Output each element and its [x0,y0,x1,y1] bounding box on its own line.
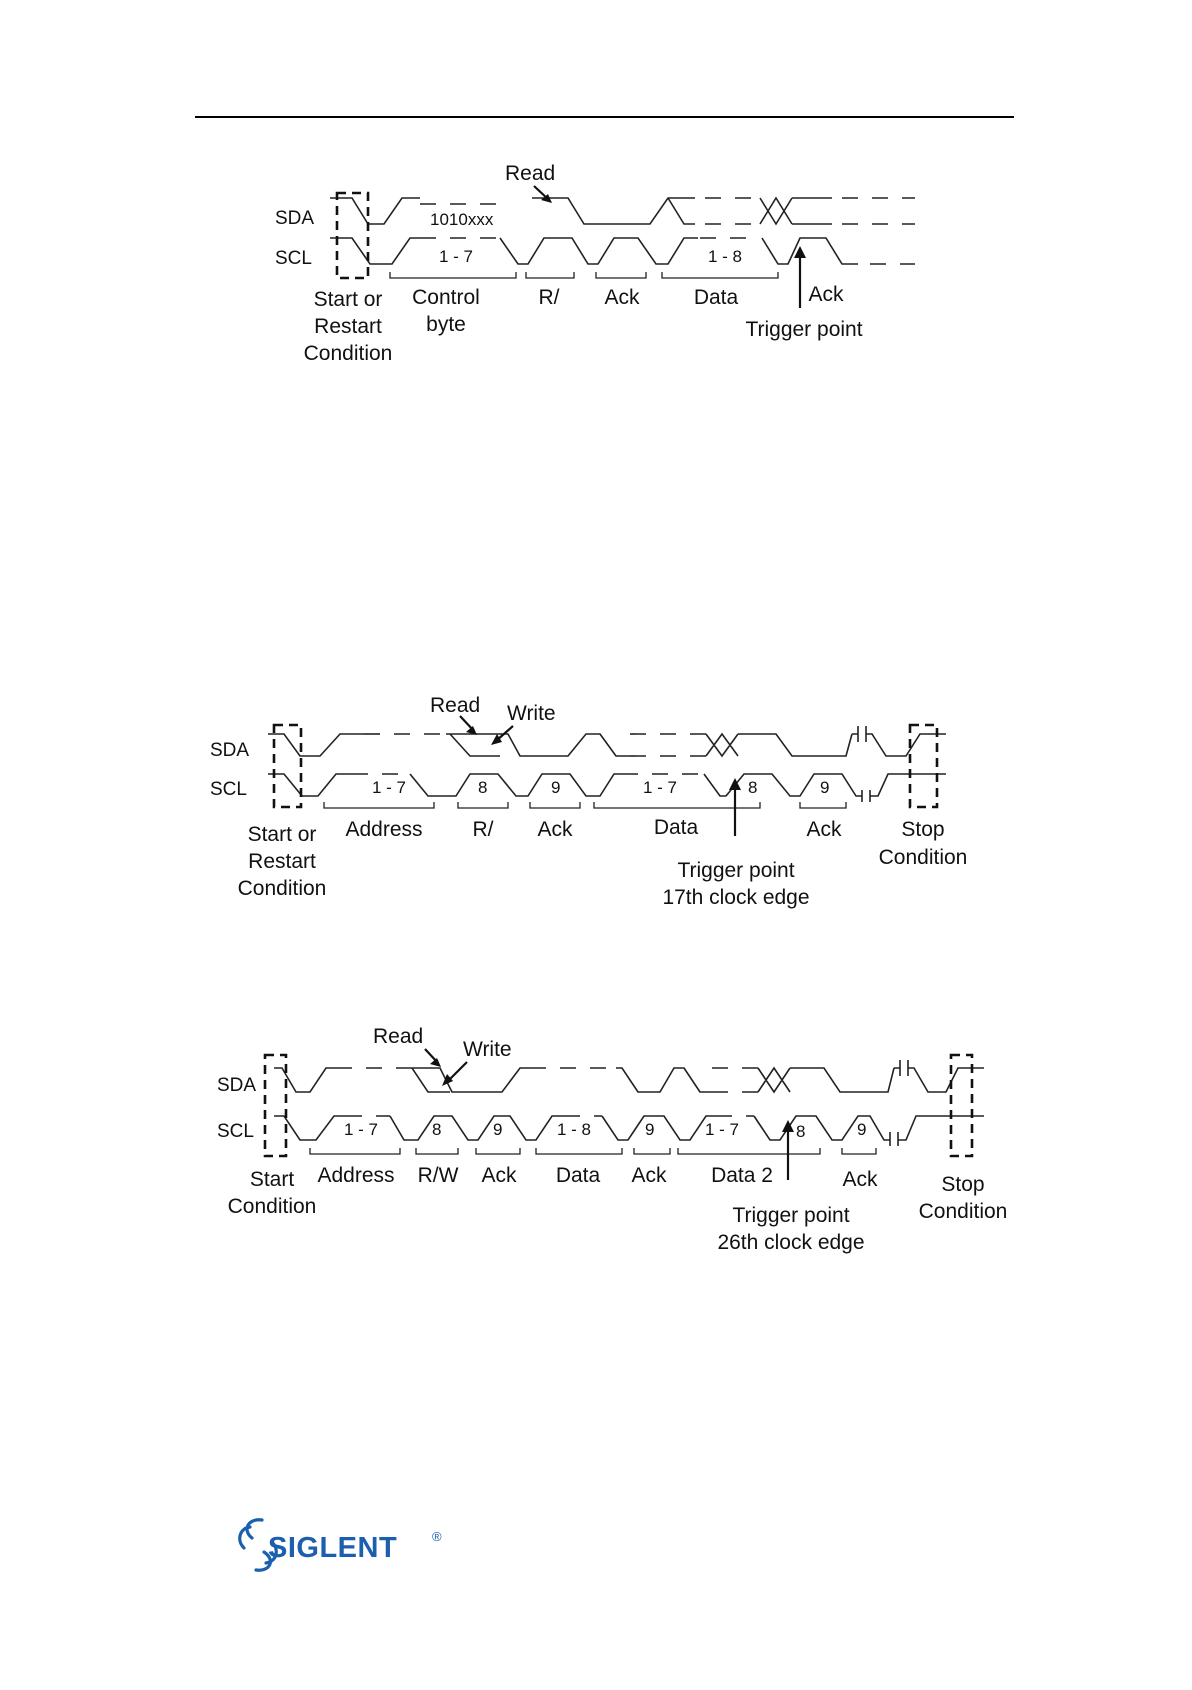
ack-bracket [530,802,580,808]
start-condition-box [274,725,301,807]
scl-label: SCL [275,248,312,269]
data-bracket [662,272,778,278]
ack-label: Ack [481,1164,517,1187]
bit-label: 8 [796,1122,806,1141]
control-byte-label: Control [412,286,480,309]
ack-bracket [842,1148,876,1154]
rw-bracket [526,272,574,278]
ack-bracket [800,802,846,808]
scl-waveform [268,774,946,802]
stop-condition-label: Condition [878,846,968,869]
ack-label: Ack [604,286,640,309]
bit-range-label: 1 - 7 [439,247,474,266]
sda-gap-marks [894,1060,984,1092]
ack-bracket [476,1148,520,1154]
address-bracket [310,1148,400,1154]
diagram-address-data-stop [210,694,967,909]
diagram-control-byte-read [275,162,915,365]
ack-label: Ack [808,283,844,306]
ack-label: Ack [842,1168,878,1191]
control-byte-label: byte [426,313,466,336]
control-byte-bracket [390,272,516,278]
data-label: Data [555,1164,601,1187]
scl-label: SCL [217,1121,254,1142]
rw-label: R/W [417,1164,459,1187]
address-label: Address [317,1164,395,1187]
scl-label: SCL [210,779,247,800]
bit-label: 9 [493,1120,503,1139]
data-bracket [536,1148,622,1154]
data-label: Data [693,286,739,309]
trigger-point-label: Trigger point [745,318,863,341]
trigger-point-label: Trigger point [732,1204,850,1227]
logo-text: SIGLENT [268,1532,398,1564]
rw-bracket [416,1148,458,1154]
bit-range-label: 1 - 7 [372,778,407,797]
data-2-label: Data 2 [711,1164,773,1187]
stop-condition-label: Stop [901,818,945,841]
bit-label: 8 [748,778,758,797]
start-condition-label: Restart [314,315,382,338]
sda-waveform [268,734,852,756]
bit-range-label: 1 - 7 [344,1120,379,1139]
start-condition-label: Condition [237,877,327,900]
address-bracket [324,802,434,808]
sda-gap-marks [852,726,946,756]
stop-condition-label: Stop [941,1173,985,1196]
write-label: Write [463,1038,512,1061]
ack-bracket [596,272,646,278]
start-condition-box [337,193,368,278]
write-label: Write [507,702,556,725]
start-condition-label: Start or [313,288,383,311]
ack-bracket [634,1148,670,1154]
read-label: Read [505,162,556,185]
read-label: Read [373,1025,424,1048]
data-2-bracket [678,1148,820,1154]
diagram-address-two-data-bytes [217,1025,1007,1254]
sda-label: SDA [217,1075,257,1096]
bit-label: 9 [857,1120,867,1139]
address-label: Address [345,818,423,841]
bit-range-label: 1 - 7 [705,1120,740,1139]
start-condition-label: Restart [248,850,316,873]
scl-waveform [330,238,858,264]
start-condition-label: Condition [303,342,393,365]
stop-condition-box [951,1055,972,1156]
bit-label: 8 [432,1120,442,1139]
write-arrow-head [491,734,502,745]
sda-waveform [274,1068,894,1092]
sda-waveform [330,198,695,224]
sda-label: SDA [210,740,250,761]
bit-label: 9 [645,1120,655,1139]
registered-mark: ® [432,1529,442,1544]
ack-label: Ack [631,1164,667,1187]
bit-label: 9 [820,778,830,797]
read-arrow-head [430,1058,441,1067]
ack-label: Ack [537,818,573,841]
start-condition-label: Start or [247,823,317,846]
sda-value-label: 1010xxx [430,210,494,229]
siglent-logo [240,1520,442,1570]
data-label: Data [653,816,699,839]
start-condition-label: Condition [227,1195,317,1218]
rw-label: R/ [472,818,494,841]
bit-range-label: 1 - 7 [643,778,678,797]
rw-label: R/ [538,286,560,309]
start-condition-label: Start [249,1168,295,1191]
trigger-point-label: 26th clock edge [717,1231,865,1254]
rw-bracket [458,802,508,808]
bit-range-label: 1 - 8 [557,1120,592,1139]
ack-label: Ack [806,818,842,841]
bit-label: 8 [478,778,488,797]
read-label: Read [430,694,481,717]
trigger-point-label: Trigger point [677,859,795,882]
bit-label: 9 [551,778,561,797]
trigger-point-label: 17th clock edge [662,886,810,909]
sda-crossing [760,198,832,224]
sda-label: SDA [275,208,315,229]
stop-condition-box [910,725,937,807]
stop-condition-label: Condition [918,1200,1008,1223]
scl-waveform [274,1116,984,1146]
bit-range-label: 1 - 8 [708,247,743,266]
